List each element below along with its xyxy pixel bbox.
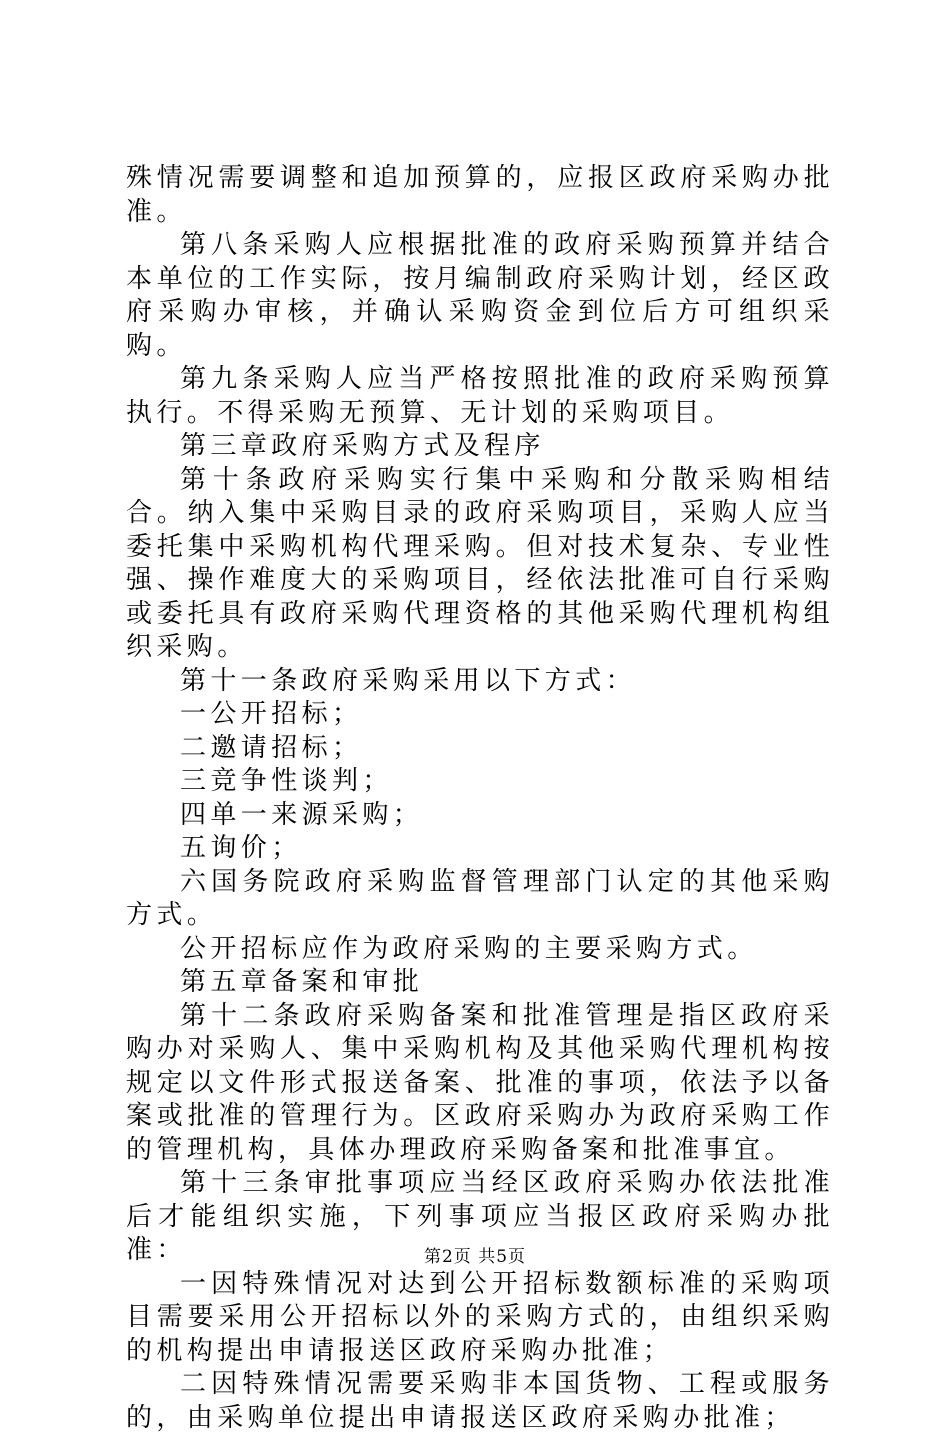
list-item: 三竞争性谈判； — [180, 766, 393, 796]
list-item: 一公开招标； — [180, 699, 363, 729]
page-number-footer: 第2页 共5页 — [423, 1247, 527, 1267]
list-item: 五询价； — [180, 833, 302, 863]
list-item: 六国务院政府采购监督管理部门认定的其他采购方式。 — [126, 866, 834, 930]
paragraph: 第十三条审批事项应当经区政府采购办依法批准后才能组织实施，下列事项应当报区政府采购办批准： — [126, 1168, 834, 1265]
paragraph: 第十一条政府采购采用以下方式： — [180, 665, 637, 696]
paragraph: 公开招标应作为政府采购的主要采购方式。 — [180, 933, 758, 964]
paragraph: 第九条采购人应当严格按照批准的政府采购预算执行。不得采购无预算、无计划的采购项目。 — [126, 364, 834, 428]
list-item: 一因特殊情况对达到公开招标数额标准的采购项目需要采用公开招标以外的采购方式的，由组织采购的机构提出申请报送区政府采购办批准； — [126, 1268, 834, 1366]
paragraph: 第十二条政府采购备案和批准管理是指区政府采购办对采购人、集中采购机构及其他采购代理机构按规定以文件形式报送备案、批准的事项，依法予以备案或批准的管理行为。区政府采购办为政府采购工作的管理机构，具体办理政府采购备案和批准事宜。 — [126, 1000, 834, 1165]
paragraph: 殊情况需要调整和追加预算的，应报区政府采购办批准。 — [126, 163, 834, 227]
list-item: 二邀请招标； — [180, 732, 363, 763]
chapter-heading: 第三章政府采购方式及程序 — [180, 431, 545, 461]
paragraph: 第十条政府采购实行集中采购和分散采购相结合。纳入集中采购目录的政府采购项目，采购人应当委托集中采购机构代理采购。但对技术复杂、专业性强、操作难度大的采购项目，经依法批准可自行采购或委托具有政府采购代理资格的其他采购代理机构组织采购。 — [126, 464, 834, 662]
chapter-heading: 第五章备案和审批 — [180, 967, 424, 997]
list-item: 四单一来源采购； — [180, 799, 424, 830]
paragraph: 第八条采购人应根据批准的政府采购预算并结合本单位的工作实际，按月编制政府采购计划，经区政府采购办审核，并确认采购资金到位后方可组织采购。 — [126, 230, 834, 361]
list-item: 二因特殊情况需要采购非本国货物、工程或服务的，由采购单位提出申请报送区政府采购办批准； — [126, 1369, 834, 1433]
